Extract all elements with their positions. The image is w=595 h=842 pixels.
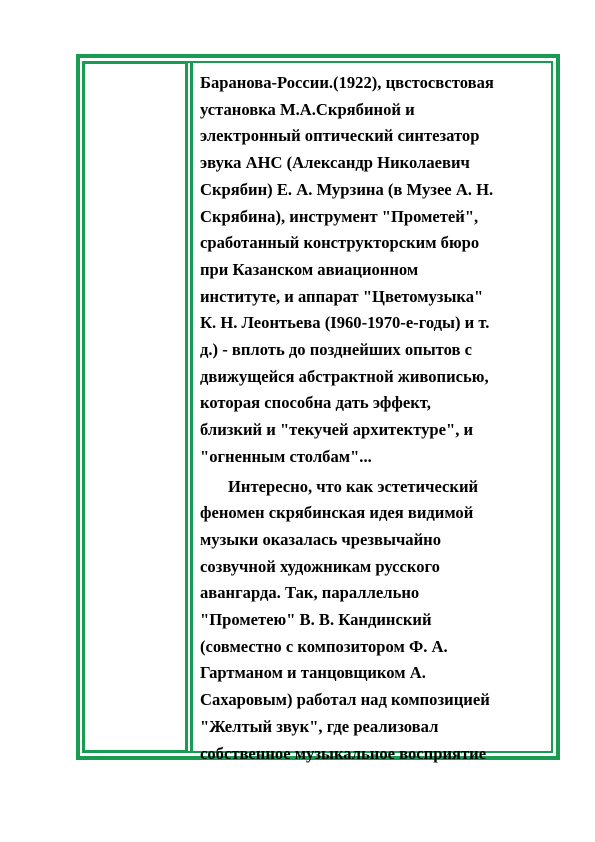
text-column [200, 70, 552, 767]
paragraph-1: Баранова-России.(1922), цвстосвстовая установка М.А.Скрябиной и электронный оптический синтезатор эвука АНС (Александр Николаевич Скрябин) Е. А. Мурзина (в Музее А. Н. Скрябина), инструмент "Прометей", сработанный конструкторским бюро при Казанском авиационном институте, и аппарат "Цветомузыка" К. Н. Леонтьева (I960-1970-е-годы) и т. д.) - вплоть до позднейших опытов с движущейся абстрактной живописью, которая способна дать эффект, близкий и "текучей архитектуре", и "огненным столбам"... [200, 73, 494, 466]
column-divider [190, 61, 193, 753]
left-margin-cell [82, 61, 188, 753]
paragraph-2: Интересно, что как эстетический феномен скрябинская идея видимой музыки оказалась чрезвычайно созвучной художникам русского авангарда. Так, параллельно "Прометею" В. В. Кандинский (совместно с композитором Ф. А. Гартманом и танцовщиком А. Сахаровым) работал над композицией "Желтый звук", где реализовал собственное музыкальное восприятие [200, 476, 490, 763]
